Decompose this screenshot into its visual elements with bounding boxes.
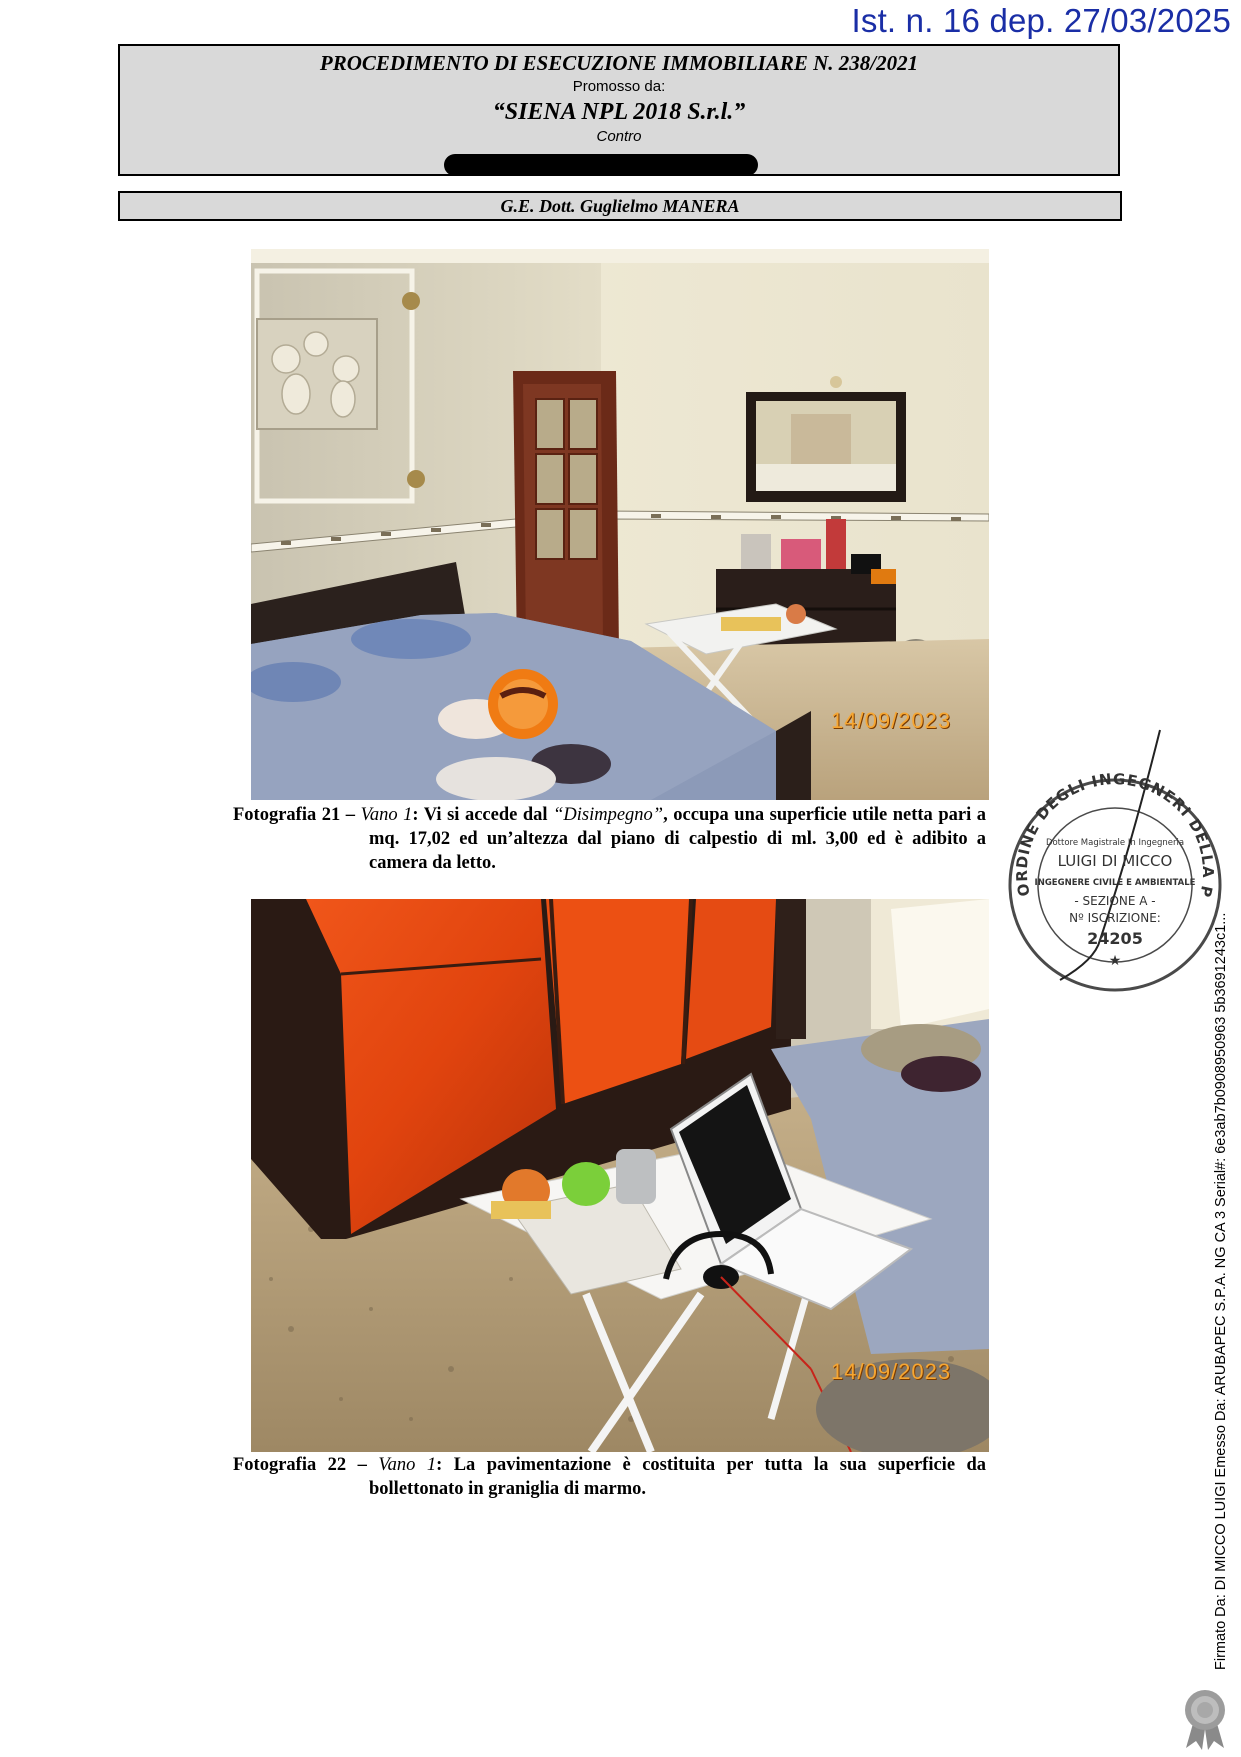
- deposit-stamp: Ist. n. 16 dep. 27/03/2025: [851, 2, 1231, 39]
- case-header: [118, 44, 1120, 176]
- seal-line3: INGEGNERE CIVILE E AMBIENTALE: [1034, 878, 1196, 888]
- svg-text:ORDINE DEGLI INGEGNERI DELLA P: [1000, 725, 1217, 900]
- caption-quote: “Disimpegno”: [553, 805, 664, 825]
- seal-outer-text: ORDINE DEGLI INGEGNERI DELLA P: [1012, 770, 1218, 900]
- promoted-by-label: Promosso da:: [572, 78, 666, 95]
- seal-reg-number: 24205: [1087, 929, 1143, 948]
- caption-vano: Vano 1: [378, 1455, 437, 1475]
- against-label: Contro: [596, 128, 642, 145]
- judge-box: G.E. Dott. Guglielmo MANERA: [118, 191, 1122, 221]
- date-stamp: 14/09/2023: [831, 1359, 952, 1384]
- caption-label: Fotografia 21: [233, 805, 341, 825]
- photo-bedroom: [251, 249, 989, 800]
- seal-star-icon: ★: [1108, 954, 1122, 969]
- signature-rosette-icon: [1180, 1686, 1230, 1752]
- digital-signature-note: Firmato Da: DI MICCO LUIGI Emesso Da: ARUBAPEC S.P.A. NG CA 3 Serial#: 6e3ab7b0908950963 5b3691243c1...: [1213, 912, 1229, 1670]
- redacted-debtor: [444, 154, 758, 176]
- photo-floor: [251, 899, 989, 1452]
- seal-section: - SEZIONE A -: [1074, 894, 1156, 908]
- seal-line1: Dottore Magistrale In Ingegneria: [1045, 838, 1185, 848]
- caption-vano: Vano 1: [360, 805, 413, 825]
- seal-name: LUIGI DI MICCO: [1057, 852, 1173, 870]
- caption-photo-22: Fotografia 22 – Vano 1: La pavimentazione è costituita per tutta la sua superficie da bollettonato in graniglia di marmo.: [233, 1455, 987, 1499]
- caption-label: Fotografia 22: [233, 1455, 347, 1475]
- seal-reg-label: Nº ISCRIZIONE:: [1069, 911, 1161, 925]
- engineer-seal: [1000, 725, 1230, 1015]
- date-stamp: 14/09/2023: [831, 708, 952, 733]
- case-title: PROCEDIMENTO DI ESECUZIONE IMMOBILIARE N. 238/2021: [319, 51, 919, 75]
- creditor-name: “SIENA NPL 2018 S.r.l.”: [492, 99, 746, 125]
- caption-photo-21: Fotografia 21 – Vano 1: Vi si accede dal “Disimpegno”, occupa una superficie utile netta pari a mq. 17,02 ed un’altezza dal piano di calpestio di ml. 3,00 ed è adibito a camera da letto.: [233, 805, 987, 873]
